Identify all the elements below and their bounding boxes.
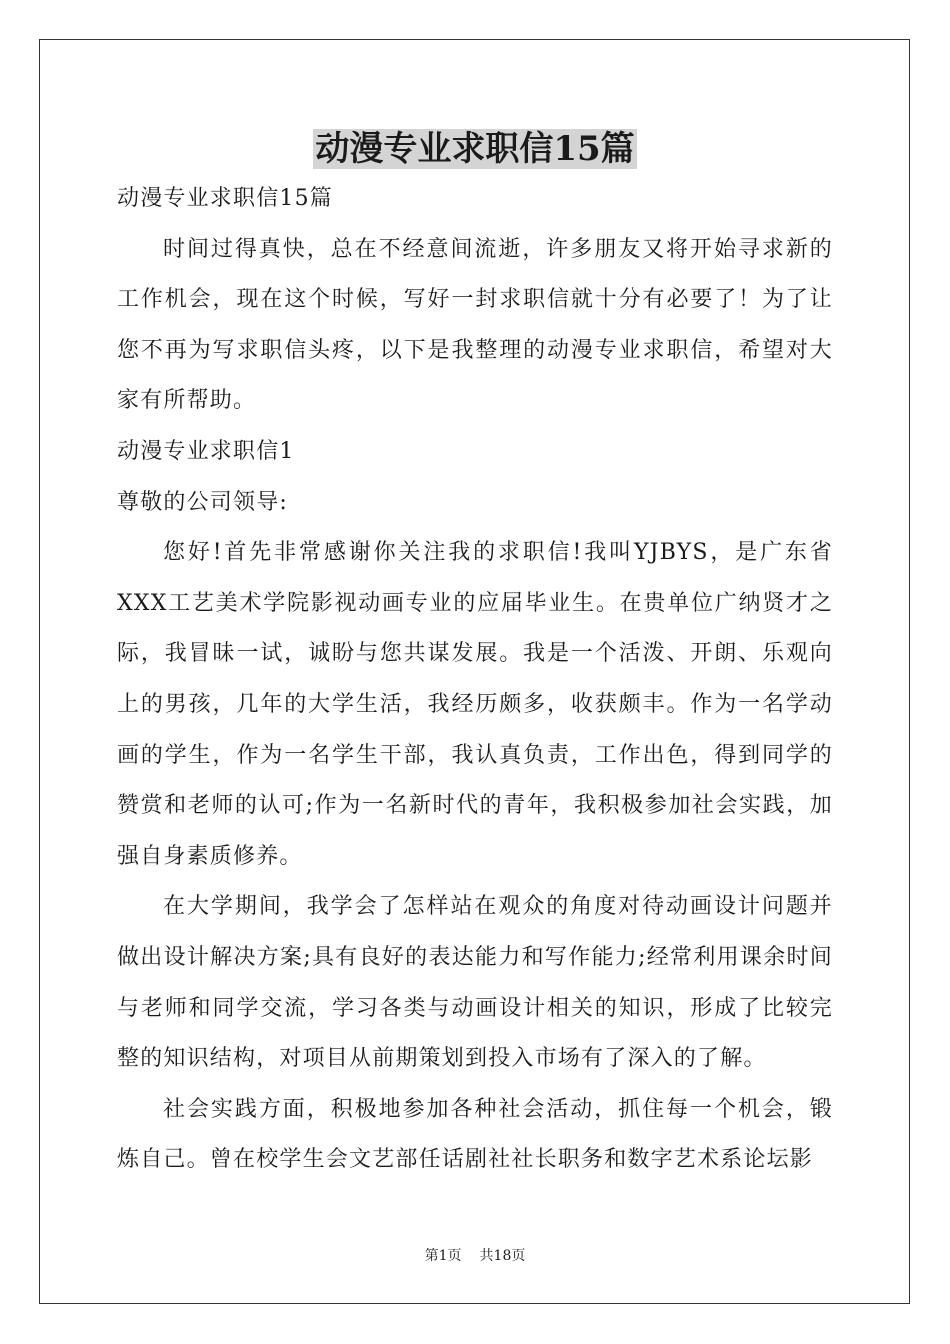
section-heading: 动漫专业求职信1 xyxy=(117,438,295,464)
document-title xyxy=(0,124,950,174)
salutation: 尊敬的公司领导: xyxy=(117,489,289,515)
body-paragraph: 社会实践方面，积极地参加各种社会活动，抓住每一个机会，锻炼自己。曾在校学生会文艺部任话剧社社长职务和数字艺术系论坛影 xyxy=(117,1096,833,1173)
document-body xyxy=(117,174,833,1186)
document-title-text: 动漫专业求职信15篇 xyxy=(315,129,635,169)
body-paragraph: 在大学期间，我学会了怎样站在观众的角度对待动画设计问题并做出设计解决方案;具有良好的表达能力和写作能力;经常利用课余时间与老师和同学交流，学习各类与动画设计相关的知识，形成了比较完整的知识结构，对项目从前期策划到投入市场有了深入的了解。 xyxy=(117,894,833,1072)
intro-paragraph: 时间过得真快，总在不经意间流逝，许多朋友又将开始寻求新的工作机会，现在这个时候，写好一封求职信就十分有必要了！为了让您不再为写求职信头疼，以下是我整理的动漫专业求职信，希望对大家有所帮助。 xyxy=(117,236,833,414)
subtitle-paragraph: 动漫专业求职信15篇 xyxy=(117,186,333,211)
page-footer xyxy=(0,1246,950,1266)
page-total: 共18页 xyxy=(479,1248,526,1264)
page-number: 第1页 xyxy=(424,1248,462,1264)
body-paragraph: 您好!首先非常感谢你关注我的求职信!我叫YJBYS，是广东省XXX工艺美术学院影视动画专业的应届毕业生。在贵单位广纳贤才之际，我冒昧一试，诚盼与您共谋发展。我是一个活泼、开朗、乐观向上的男孩，几年的大学生活，我经历颇多，收获颇丰。作为一名学动画的学生，作为一名学生干部，我认真负责，工作出色，得到同学的赞赏和老师的认可;作为一名新时代的青年，我积极参加社会实践，加强自身素质修养。 xyxy=(117,540,833,869)
